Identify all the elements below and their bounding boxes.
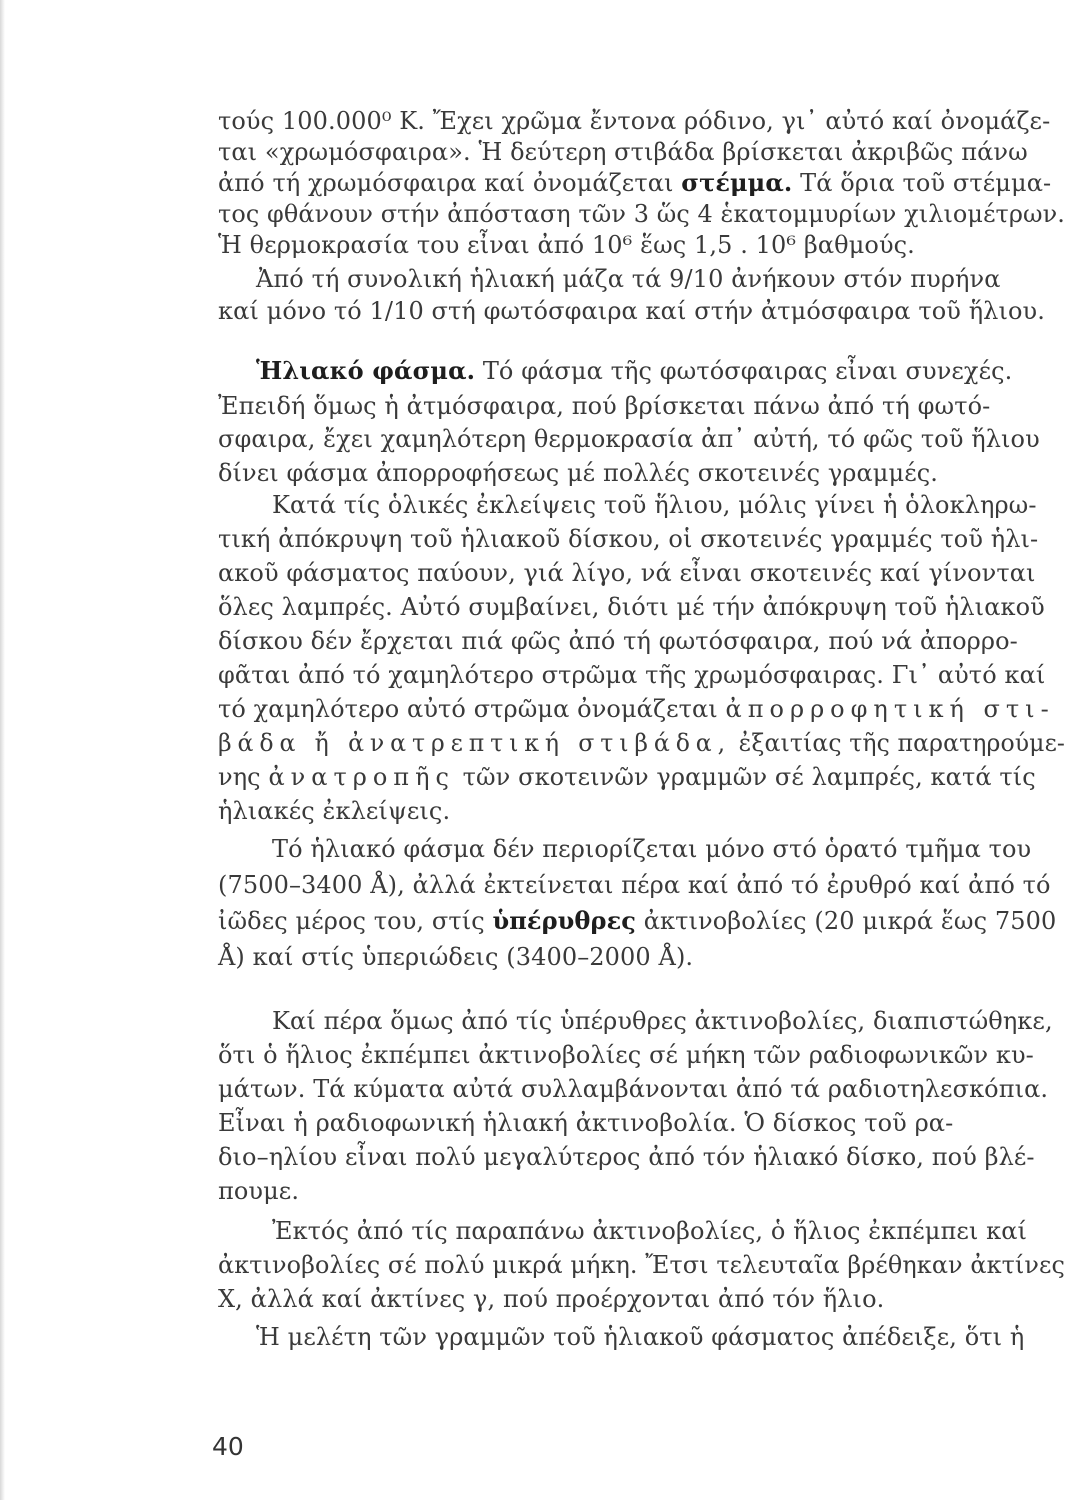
text-fragment: ἐξαιτίας τῆς παρατηρούμε-: [738, 729, 1066, 757]
text-line: [218, 694, 1055, 724]
text-line: Ἀπό τή συνολική ἡλιακή μάζα τά 9/10 ἀνήκουν στόν πυρήνα: [256, 265, 1001, 293]
text-line: [218, 168, 1051, 198]
text-line: Ἐπειδή ὅμως ἡ ἀτμόσφαιρα, πού βρίσκεται πάνω ἀπό τή φωτό-: [218, 392, 991, 420]
text-line: Ἡ μελέτη τῶν γραμμῶν τοῦ ἡλιακοῦ φάσματος ἀπέδειξε, ὅτι ἡ: [256, 1323, 1025, 1351]
text-line: Τό ἡλιακό φάσμα δέν περιορίζεται μόνο στό ὁρατό τμῆμα του: [272, 835, 1032, 863]
term-reversing-layer: βάδα ἤ ἀνατρεπτική στιβάδα,: [218, 729, 732, 757]
text-line: Κατά τίς ὁλικές ἐκλείψεις τοῦ ἥλιου, μόλις γίνει ἡ ὁλοκληρω-: [272, 491, 1037, 519]
text-line: μάτων. Τά κύματα αὐτά συλλαμβάνονται ἀπό τά ραδιοτηλεσκόπια.: [218, 1075, 1049, 1103]
term-stemma: στέμμα.: [681, 168, 793, 197]
text-line: Εἶναι ἡ ραδιοφωνική ἡλιακή ἀκτινοβολία. Ὁ δίσκος τοῦ ρα-: [218, 1109, 954, 1137]
text-line: σφαιρα, ἔχει χαμηλότερη θερμοκρασία ἀπ᾽ αὐτή, τό φῶς τοῦ ἥλιου: [218, 425, 1040, 453]
text-line: καί μόνο τό 1/10 στή φωτόσφαιρα καί στήν ἀτμόσφαιρα τοῦ ἥλιου.: [218, 297, 1045, 325]
text-line: ἡλιακές ἐκλείψεις.: [218, 797, 451, 825]
text-line: [218, 728, 1065, 758]
text-line: [218, 906, 1056, 936]
text-fragment: ἀπό τή χρωμόσφαιρα καί ὀνομάζεται: [218, 169, 674, 197]
text-fragment: ἀκτινοβολίες (20 μικρά ἕως 7500: [643, 907, 1057, 935]
text-fragment: ἰῶδες μέρος του, στίς: [218, 907, 485, 935]
scan-edge: [0, 0, 5, 1500]
text-line: Ἐκτός ἀπό τίς παραπάνω ἀκτινοβολίες, ὁ ἥλιος ἐκπέμπει καί: [272, 1217, 1028, 1245]
text-line: διο–ηλίου εἶναι πολύ μεγαλύτερος ἀπό τόν ἡλιακό δίσκο, πού βλέ-: [218, 1143, 1035, 1171]
text-line: ὅτι ὁ ἥλιος ἐκπέμπει ἀκτινοβολίες σέ μήκη τῶν ραδιοφωνικῶν κυ-: [218, 1041, 1034, 1069]
text-line: [256, 356, 1012, 386]
text-line: τος φθάνουν στήν ἀπόσταση τῶν 3 ὥς 4 ἑκατομμυρίων χιλιομέτρων.: [218, 200, 1066, 228]
text-line: [218, 762, 1036, 792]
text-line: ται «χρωμόσφαιρα». Ἡ δεύτερη στιβάδα βρίσκεται ἀκριβῶς πάνω: [218, 138, 1028, 166]
text-line: Ἡ θερμοκρασία του εἶναι ἀπό 10⁶ ἕως 1,5 . 10⁶ βαθμούς.: [218, 231, 915, 259]
text-line: ακοῦ φάσματος παύουν, γιά λίγο, νά εἶναι σκοτεινές καί γίνονται: [218, 559, 1036, 587]
text-line: τούς 100.000⁰ Κ. Ἔχει χρῶμα ἔντονα ρόδινο, γι᾽ αὐτό καί ὀνομάζε-: [218, 107, 1051, 135]
text-fragment: Τά ὅρια τοῦ στέμμα-: [800, 169, 1052, 197]
text-line: πουμε.: [218, 1177, 300, 1205]
text-fragment: τό χαμηλότερο αὐτό στρῶμα ὀνομάζεται: [218, 695, 718, 723]
text-line: ὅλες λαμπρές. Αὐτό συμβαίνει, διότι μέ τήν ἀπόκρυψη τοῦ ἡλιακοῦ: [218, 593, 1045, 621]
text-line: Å) καί στίς ὑπεριώδεις (3400–2000 Å).: [218, 943, 694, 971]
text-line: τική ἀπόκρυψη τοῦ ἡλιακοῦ δίσκου, οἱ σκοτεινές γραμμές τοῦ ἡλι-: [218, 525, 1039, 553]
page-number: 40: [212, 1432, 244, 1461]
term-infrared: ὑπέρυθρες: [492, 906, 637, 935]
text-line: Καί πέρα ὅμως ἀπό τίς ὑπέρυθρες ἀκτινοβολίες, διαπιστώθηκε,: [272, 1007, 1053, 1035]
text-line: φᾶται ἀπό τό χαμηλότερο στρῶμα τῆς χρωμόσφαιρας. Γι᾽ αὐτό καί: [218, 661, 1046, 689]
text-line: (7500–3400 Å), ἀλλά ἐκτείνεται πέρα καί ἀπό τό ἐρυθρό καί ἀπό τό: [218, 871, 1051, 899]
section-heading: Ἡλιακό φάσμα.: [256, 356, 476, 385]
term-reversal: ἀνατροπῆς: [268, 763, 455, 791]
text-line: ἀκτινοβολίες σέ πολύ μικρά μήκη. Ἔτσι τελευταῖα βρέθηκαν ἀκτίνες: [218, 1251, 1065, 1279]
text-fragment: τῶν σκοτεινῶν γραμμῶν σέ λαμπρές, κατά τίς: [462, 763, 1036, 791]
text-line: δίνει φάσμα ἀπορροφήσεως μέ πολλές σκοτεινές γραμμές.: [218, 459, 939, 487]
text-line: Χ, ἀλλά καί ἀκτίνες γ, πού προέρχονται ἀπό τόν ἥλιο.: [218, 1285, 885, 1313]
term-absorbing-layer: ἀπορροφητική στι-: [725, 695, 1055, 723]
text-fragment: νης: [218, 763, 261, 791]
text-line: δίσκου δέν ἔρχεται πιά φῶς ἀπό τή φωτόσφαιρα, πού νά ἀπορρο-: [218, 627, 1018, 655]
text-fragment: Τό φάσμα τῆς φωτόσφαιρας εἶναι συνεχές.: [482, 357, 1013, 385]
